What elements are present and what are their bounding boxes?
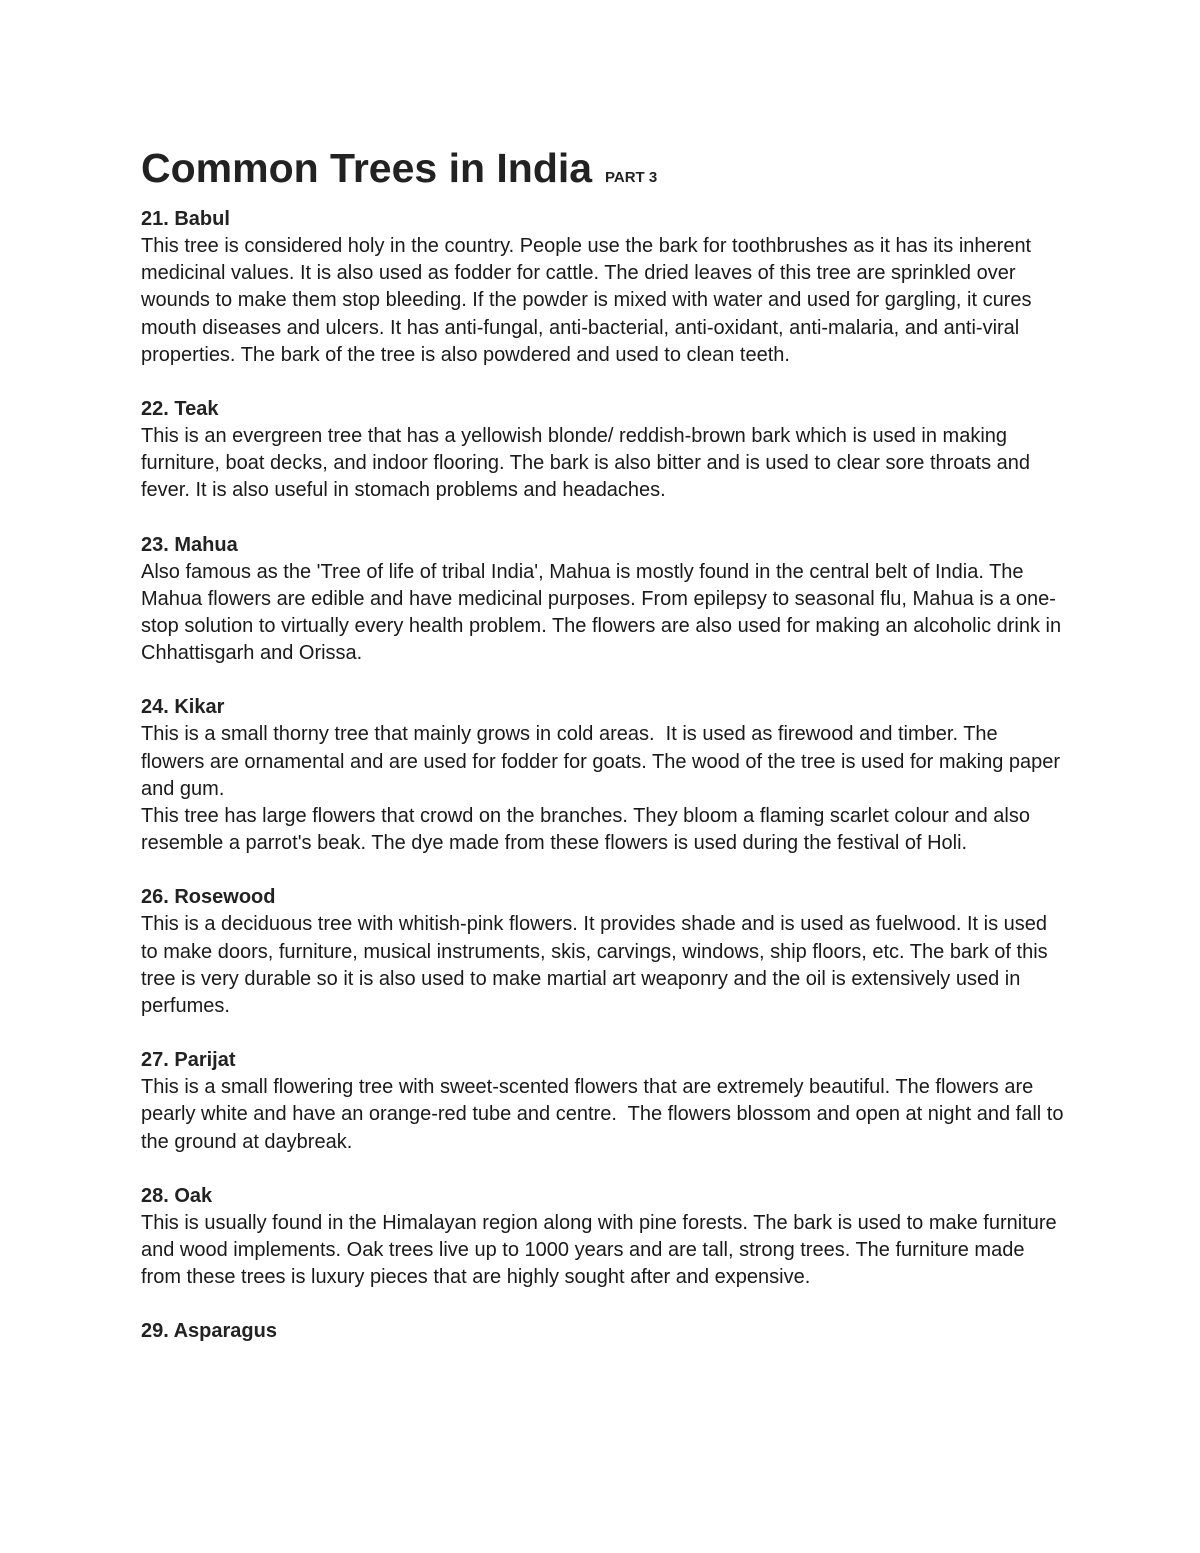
tree-entry: [141, 694, 1066, 857]
entry-heading: 29. Asparagus: [141, 1320, 277, 1343]
tree-entry: [141, 206, 1066, 369]
tree-entry: [141, 1047, 1070, 1156]
entry-heading: 26. Rosewood: [141, 886, 276, 909]
entry-heading: 22. Teak: [141, 398, 219, 421]
entry-paragraph: Also famous as the 'Tree of life of tribal India', Mahua is mostly found in the central belt of India. The Mahua flowers are edible and have medicinal purposes. From epilepsy to seasonal flu, Mahua is a one-stop solution to virtually every health problem. The flowers are also used for making an alcoholic drink in Chhattisgarh and Orissa.: [141, 560, 1067, 665]
tree-entry: [141, 1318, 1066, 1345]
tree-entry: [141, 1183, 1066, 1292]
entry-paragraph: This is a deciduous tree with whitish-pink flowers. It provides shade and is used as fuelwood. It is used to make doors, furniture, musical instruments, skis, carvings, windows, ship floors, etc. The bark of this tree is very durable so it is also used to make martial art weaponry and the oil is extensively used in perfumes.: [141, 913, 1054, 1018]
page-title: [141, 140, 1066, 206]
part-label: PART 3: [604, 169, 658, 186]
entry-paragraph: This tree has large flowers that crowd on the branches. They bloom a flaming scarlet colour and also resemble a parrot's beak. The dye made from these flowers is used during the festival of Holi.: [141, 805, 1036, 855]
tree-entry: [141, 396, 1066, 505]
entry-paragraph: This tree is considered holy in the country. People use the bark for toothbrushes as it has its inherent medicinal values. It is also used as fodder for cattle. The dried leaves of this tree are sprinkled over wounds to make them stop bleeding. If the powder is mixed with water and used for gargling, it cures mouth diseases and ulcers. It has anti-fungal, anti-bacterial, anti-oxidant, anti-malaria, and anti-viral properties. The bark of the tree is also powdered and used to clean teeth.: [141, 235, 1038, 366]
entry-paragraph: This is a small flowering tree with sweet-scented flowers that are extremely beautiful. The flowers are pearly white and have an orange-red tube and centre. The flowers blossom and open at night and fall to the ground at daybreak.: [141, 1076, 1070, 1153]
tree-entries-list: [141, 206, 1070, 1345]
tree-entry: [141, 884, 1066, 1020]
entry-paragraph: This is a small thorny tree that mainly grows in cold areas. It is used as firewood and timber. The flowers are ornamental and are used for fodder for goats. The wood of the tree is used for making paper and gum.: [141, 723, 1066, 800]
entry-heading: 28. Oak: [141, 1184, 213, 1207]
entry-heading: 23. Mahua: [141, 533, 238, 556]
title-text: Common Trees in India: [141, 145, 593, 191]
entry-paragraph: This is usually found in the Himalayan region along with pine forests. The bark is used to make furniture and wood implements. Oak trees live up to 1000 years and are tall, strong trees. The furniture made from these trees is luxury pieces that are highly sought after and expensive.: [141, 1211, 1063, 1289]
tree-entry: [141, 532, 1066, 668]
entry-paragraph: This is an evergreen tree that has a yellowish blonde/ reddish-brown bark which is used in making furniture, boat decks, and indoor flooring. The bark is also bitter and is used to clear sore throats and fever. It is also useful in stomach problems and headaches.: [141, 425, 1036, 502]
document-page: [141, 140, 1070, 1372]
entry-heading: 27. Parijat: [141, 1049, 236, 1072]
entry-heading: 24. Kikar: [141, 696, 225, 719]
entry-heading: 21. Babul: [141, 208, 230, 230]
